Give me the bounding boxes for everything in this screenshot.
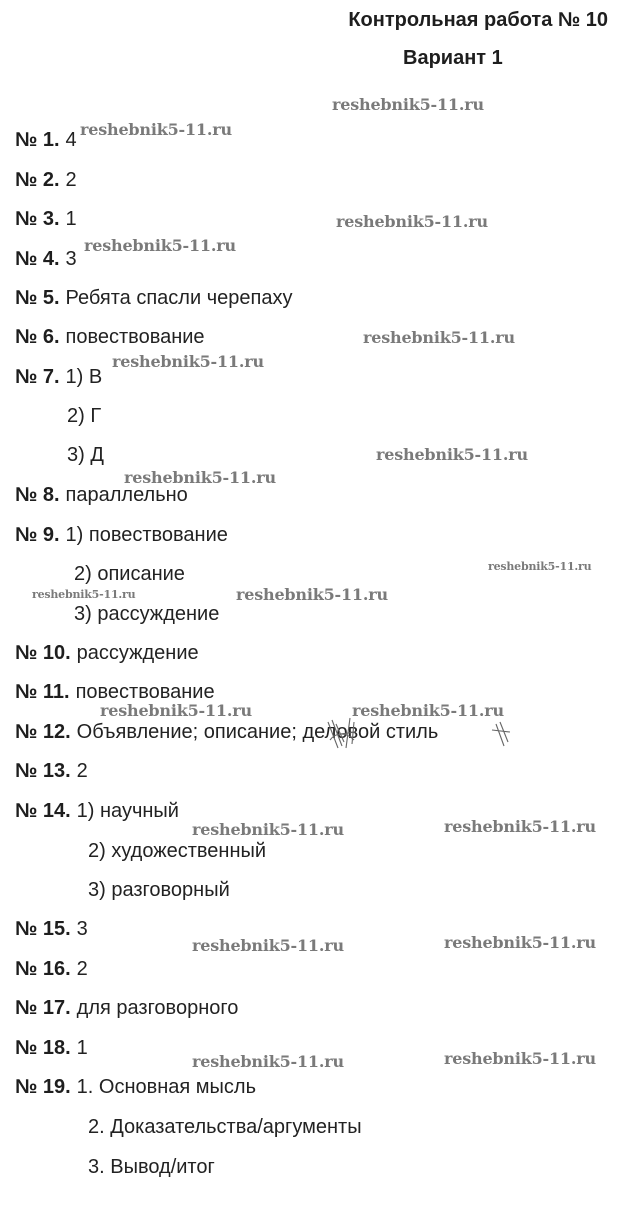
watermark: reshebnik5-11.ru — [112, 352, 264, 371]
answer-text: повествование — [75, 681, 215, 703]
answer-10 — [15, 641, 199, 665]
answer-number: № 6. — [15, 326, 60, 348]
answer-7 — [15, 365, 102, 389]
answer-13 — [15, 759, 88, 783]
answer-number: № 10. — [15, 642, 71, 664]
watermark: reshebnik5-11.ru — [236, 585, 388, 604]
answer-number: № 14. — [15, 800, 71, 822]
answer-text: 1 — [65, 208, 77, 230]
answer-18 — [15, 1036, 88, 1060]
answer-text: 2 — [65, 169, 77, 191]
watermark: reshebnik5-11.ru — [84, 236, 236, 255]
answer-7-sub-3: 3) Д — [67, 444, 104, 466]
answer-text: 1 — [76, 1037, 88, 1059]
answer-text: параллельно — [65, 484, 188, 506]
watermark: reshebnik5-11.ru — [332, 95, 484, 114]
answer-text: для разговорного — [76, 997, 239, 1019]
watermark: reshebnik5-11.ru — [124, 468, 276, 487]
answer-5 — [15, 286, 292, 310]
answer-number: № 7. — [15, 366, 60, 388]
answer-text: 2 — [76, 958, 88, 980]
answer-9 — [15, 523, 228, 547]
answer-14-sub-3: 3) разговорный — [88, 879, 230, 901]
watermark: reshebnik5-11.ru — [444, 1049, 596, 1068]
answer-number: № 5. — [15, 287, 60, 309]
answer-4 — [15, 247, 77, 271]
answer-number: № 12. — [15, 721, 71, 743]
answer-19 — [15, 1075, 256, 1099]
answer-number: № 2. — [15, 169, 60, 191]
answer-19-sub-2: 2. Доказательства/аргументы — [88, 1116, 362, 1138]
watermark: reshebnik5-11.ru — [363, 328, 515, 347]
answer-14 — [15, 799, 179, 823]
answer-text: 4 — [65, 129, 77, 151]
answer-3 — [15, 207, 77, 231]
answer-16 — [15, 957, 88, 981]
answer-number: № 1. — [15, 129, 60, 151]
answer-number: № 8. — [15, 484, 60, 506]
watermark: reshebnik5-11.ru — [192, 820, 344, 839]
watermark: reshebnik5-11.ru — [444, 933, 596, 952]
answer-number: № 9. — [15, 524, 60, 546]
answer-text: Объявление; описание; деловой стиль — [76, 721, 439, 743]
page-title: Контрольная работа № 10 — [348, 9, 608, 31]
answer-text: рассуждение — [76, 642, 199, 664]
answer-19-sub-3: 3. Вывод/итог — [88, 1156, 215, 1178]
watermark: reshebnik5-11.ru — [444, 817, 596, 836]
watermark: reshebnik5-11.ru — [336, 212, 488, 231]
answer-text: повествование — [65, 326, 205, 348]
answer-text: 3 — [65, 248, 77, 270]
answer-number: № 13. — [15, 760, 71, 782]
answer-6 — [15, 325, 205, 349]
answer-text: 3 — [76, 918, 88, 940]
answer-number: № 16. — [15, 958, 71, 980]
answer-15 — [15, 917, 88, 941]
watermark: reshebnik5-11.ru — [80, 120, 232, 139]
answer-2 — [15, 168, 77, 192]
answer-17 — [15, 996, 238, 1020]
watermark: reshebnik5-11.ru — [352, 701, 504, 720]
answer-number: № 11. — [15, 681, 70, 703]
answer-7-sub-2: 2) Г — [67, 405, 102, 427]
answer-number: № 4. — [15, 248, 60, 270]
answer-9-sub-3: 3) рассуждение — [74, 603, 220, 625]
watermark: reshebnik5-11.ru — [192, 1052, 344, 1071]
variant-title: Вариант 1 — [403, 47, 503, 69]
watermark: reshebnik5-11.ru — [192, 936, 344, 955]
watermark: reshebnik5-11.ru — [488, 560, 592, 573]
answer-text: Ребята спасли черепаху — [65, 287, 293, 309]
answer-text: 1) В — [65, 366, 103, 388]
answer-14-sub-2: 2) художественный — [88, 840, 267, 862]
answer-number: № 18. — [15, 1037, 71, 1059]
answer-text: 1. Основная мысль — [76, 1076, 257, 1098]
answer-number: № 19. — [15, 1076, 71, 1098]
watermark: reshebnik5-11.ru — [376, 445, 528, 464]
scribble-marks-icon — [326, 712, 516, 752]
answer-number: № 3. — [15, 208, 60, 230]
watermark: reshebnik5-11.ru — [32, 588, 136, 601]
answer-text: 1) научный — [76, 800, 179, 822]
answer-1 — [15, 128, 77, 152]
answer-text: 1) повествование — [65, 524, 228, 546]
answer-number: № 17. — [15, 997, 71, 1019]
answer-text: 2 — [76, 760, 88, 782]
watermark: reshebnik5-11.ru — [100, 701, 252, 720]
answer-number: № 15. — [15, 918, 71, 940]
answer-9-sub-2: 2) описание — [74, 563, 185, 585]
